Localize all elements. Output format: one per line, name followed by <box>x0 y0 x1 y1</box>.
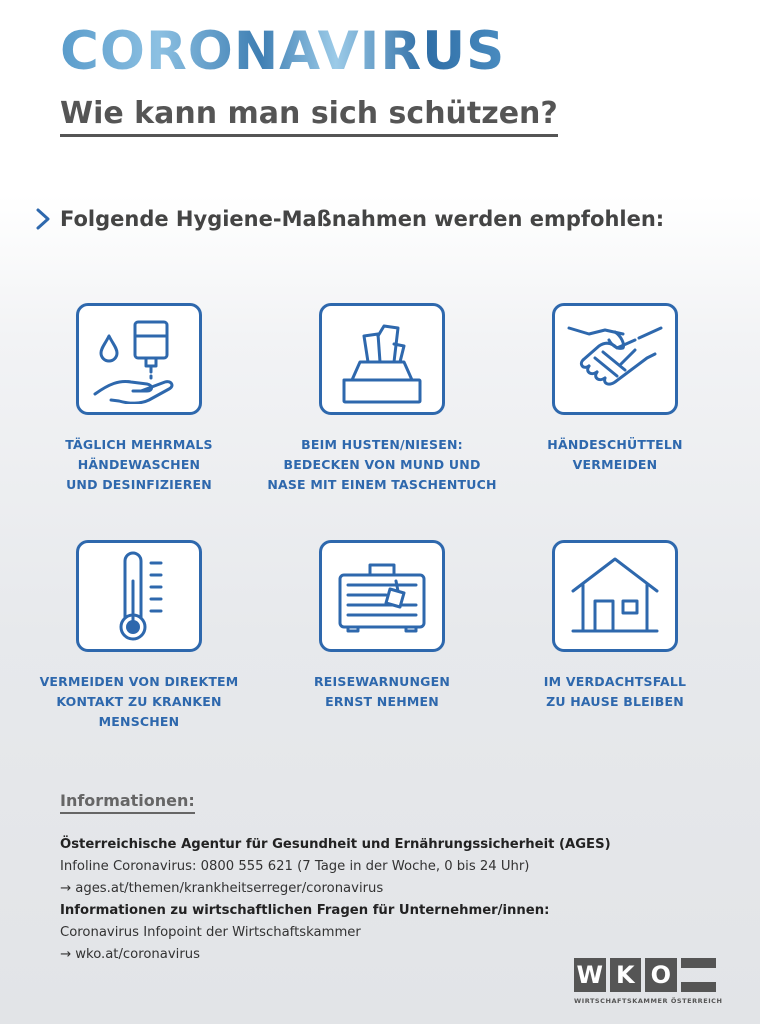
measure-caption: BEIM HUSTEN/NIESEN: BEDECKEN VON MUND UND NASE MIT EINEM TASCHENTUCH <box>267 437 497 492</box>
measure-handshake <box>495 303 735 475</box>
measure-caption: REISEWARNUNGEN ERNST NEHMEN <box>313 674 450 709</box>
lead-row <box>0 198 760 242</box>
wko-link[interactable]: → wko.at/coronavirus <box>60 947 200 962</box>
measure-caption: HÄNDESCHÜTTELN VERMEIDEN <box>547 437 683 472</box>
wko-infopoint: Coronavirus Infopoint der Wirtschaftskammer <box>60 925 361 940</box>
wko-logo <box>574 958 723 1005</box>
logo-letter-w: W <box>574 958 606 992</box>
measure-caption: TÄGLICH MEHRMALS HÄNDEWASCHEN UND DESINFIZIEREN <box>65 437 213 492</box>
measure-caption: IM VERDACHTSFALL ZU HAUSE BLEIBEN <box>543 674 687 709</box>
logo-subtitle: WIRTSCHAFTSKAMMER ÖSTERREICH <box>574 997 723 1005</box>
thermometer-icon <box>76 540 202 652</box>
measure-handwash <box>19 303 259 495</box>
handshake-icon <box>552 303 678 415</box>
page-title: CORONAVIRUS <box>60 16 505 88</box>
info-lines <box>60 834 620 966</box>
measure-thermometer <box>19 540 259 732</box>
arrow-right-icon <box>0 206 56 232</box>
measure-travel <box>262 540 502 712</box>
measure-caption: VERMEIDEN VON DIREKTEM KONTAKT ZU KRANKEN MENSCHEN <box>39 674 239 729</box>
measure-tissue <box>262 303 502 495</box>
ages-title: Österreichische Agentur für Gesundheit und Ernährungssicherheit (AGES) <box>60 837 611 852</box>
ages-infoline: Infoline Coronavirus: 0800 555 621 (7 Tage in der Woche, 0 bis 24 Uhr) <box>60 859 530 874</box>
info-heading: Informationen: <box>60 790 195 814</box>
measure-stay-home <box>495 540 735 712</box>
wko-title: Informationen zu wirtschaftlichen Fragen für Unternehmer/innen: <box>60 903 550 918</box>
info-section <box>60 790 620 966</box>
page-subtitle: Wie kann man sich schützen? <box>60 94 558 137</box>
measures-lead: Folgende Hygiene-Maßnahmen werden empfohlen: <box>60 207 665 231</box>
ages-link[interactable]: → ages.at/themen/krankheitserreger/coronavirus <box>60 881 384 896</box>
house-icon <box>552 540 678 652</box>
logo-bars-icon <box>681 958 716 992</box>
tissue-box-icon <box>319 303 445 415</box>
logo-letter-k: K <box>610 958 642 992</box>
logo-letter-o: O <box>645 958 677 992</box>
handwash-icon <box>76 303 202 415</box>
suitcase-icon <box>319 540 445 652</box>
